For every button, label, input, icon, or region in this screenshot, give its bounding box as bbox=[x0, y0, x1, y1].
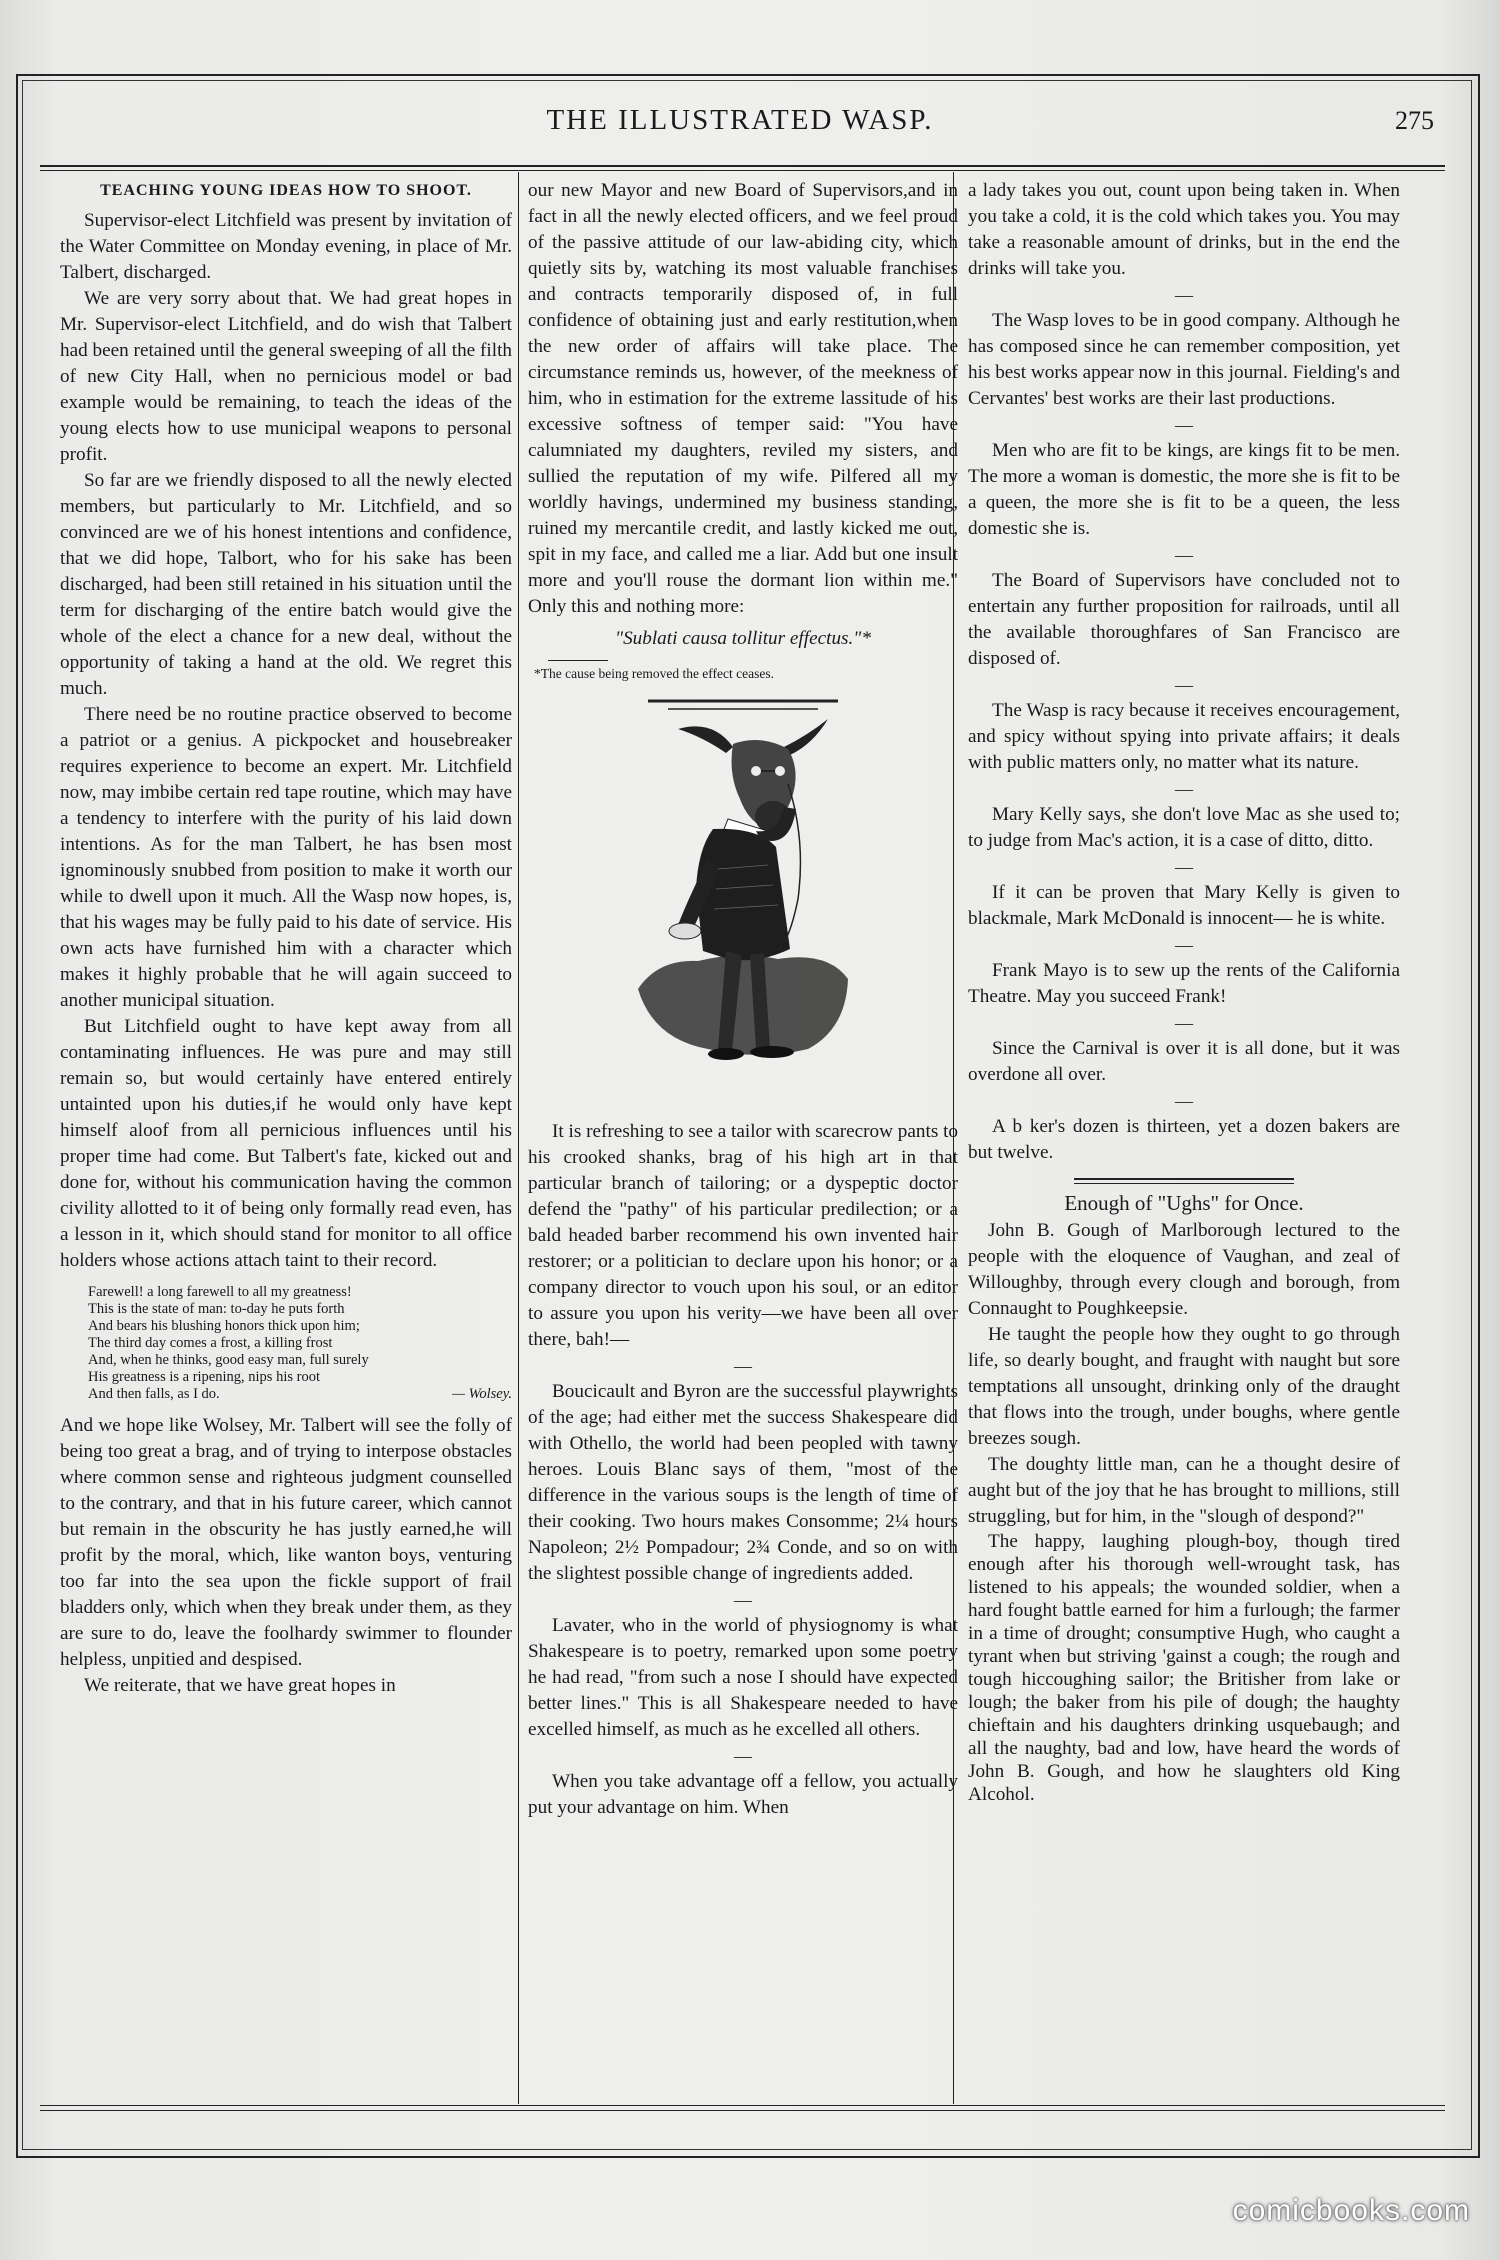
paragraph: John B. Gough of Marlborough lectured to the people with the eloquence of Vaughan, and zeal of Willoughby, through every clough and borough, from Connaught to Poughkeepsie. bbox=[968, 1220, 1400, 1319]
paragraph: There need be no routine practice observed to become a patriot or a genius. A pickpocket and housebreaker requires experience to become an expert. Mr. Litchfield now, may imbibe certain red tape routine, which may have a tendency to interfere with the purity of his laid down intentions. As for the man Talbert, he has bsen most ignominously snubbed from position to make it worth our while to dwell upon it much. All the Wasp now hopes, is, that his wages may be fully paid to his date of service. His own acts have furnished him with a character which makes it highly probable that he will again succeed to another municipal situation. bbox=[60, 704, 512, 1011]
paragraph: When you take advantage off a fellow, you actually put your advantage on him. When bbox=[528, 1771, 958, 1818]
paragraph: We reiterate, that we have great hopes in bbox=[84, 1675, 396, 1696]
separator-dash: — bbox=[734, 1746, 752, 1766]
separator-dash: — bbox=[1175, 285, 1193, 305]
paragraph: Frank Mayo is to sew up the rents of the California Theatre. May you succeed Frank! bbox=[968, 960, 1400, 1007]
paragraph: So far are we friendly disposed to all the newly elected members, but particularly to Mr. Litchfield, and so convinced are we of his honest intentions and confidence, that we did hope, Talbort, who for his sake has been discharged, had been still retained in his situation until the term for discharging of the entire batch would give the whole of the elect a chance for a new deal, without the opportunity of taking a hand at the old. We regret this much. bbox=[60, 470, 512, 699]
separator-dash: — bbox=[734, 1356, 752, 1376]
page-number: 275 bbox=[1395, 106, 1434, 135]
separator-dash: — bbox=[1175, 415, 1193, 435]
footer-rule-thin bbox=[40, 2110, 1445, 2111]
poem-line: And then falls, as I do. bbox=[88, 1386, 220, 1402]
paragraph: The doughty little man, can he a thought desire of aught but of the joy that he has brought to millions, still struggling, but for him, in the "slough of despond?" bbox=[968, 1454, 1400, 1527]
separator-dash: — bbox=[1175, 1091, 1193, 1111]
latin-quote: "Sublati causa tollitur effectus."* bbox=[615, 628, 871, 649]
column-1 bbox=[60, 178, 512, 1699]
paragraph: Lavater, who in the world of physiognomy is what Shakespeare is to poetry, remarked upon some poetry he had read, "from such a nose I should have expected better lines." This is all Shakespeare needed to have excelled himself, as much as he excelled all others. bbox=[528, 1615, 958, 1740]
poem-line: The third day comes a frost, a killing frost bbox=[88, 1335, 333, 1351]
footer-rule bbox=[40, 2105, 1445, 2106]
site-watermark: comicbooks.com bbox=[1232, 2194, 1470, 2227]
poem-line: This is the state of man: to-day he puts forth bbox=[88, 1301, 345, 1317]
column-3 bbox=[968, 178, 1400, 1806]
donkey-illustration bbox=[528, 689, 958, 1109]
paragraph: our new Mayor and new Board of Supervisors,and in fact in all the newly elected officers, and we feel proud of the passive attitude of our law-abiding city, which quietly sits by, watching its most valuable franchises and contracts temporarily disposed of, in full confidence of obtaining just and early restitution,when the new order of affairs will take place. The circumstance reminds us, however, of the meekness of him, who in estimation for the extreme lassitude of his excessive softness of temper said: "You have calumniated my daughters, reviled my sisters, and sullied the reputation of my wife. Pilfered all my worldly havings, undermined my business standing, ruined my mercantile credit, and lastly kicked me out, spit in my face, and called me a liar. Add but one insult more and you'll rouse the dormant lion within me." Only this and nothing more: bbox=[528, 180, 958, 617]
poem-line: His greatness is a ripening, nips his root bbox=[88, 1369, 320, 1385]
paragraph: And we hope like Wolsey, Mr. Talbert will see the folly of being too great a brag, and of trying to interpose obstacles where common sense and righteous judgment counselled to the contrary, and that in his future career, which cannot but remain in the obscurity he has justly earned,he will profit by the moral, which, like wanton boys, venturing too far into the sea upon the fickle support of frail bladders only, which when they break under them, as they are sure to do, leave the foolhardy swimmer to flounder helpless, unpitied and despised. bbox=[60, 1415, 512, 1670]
separator-dash: — bbox=[1175, 935, 1193, 955]
paragraph: The Wasp is racy because it receives encouragement, and spicy without spying into private affairs; it deals with public matters only, no matter what its nature. bbox=[968, 700, 1400, 773]
paragraph: The Wasp loves to be in good company. Although he has composed since he can remember composition, yet his best works appear now in this journal. Fielding's and Cervantes' best works are their last productions. bbox=[968, 310, 1400, 409]
poem-excerpt bbox=[88, 1284, 512, 1403]
paragraph: Supervisor-elect Litchfield was present by invitation of the Water Committee on Monday evening, in place of Mr. Talbert, discharged. bbox=[60, 210, 512, 283]
poem-line: Farewell! a long farewell to all my greatness! bbox=[88, 1284, 352, 1300]
footnote: *The cause being removed the effect ceases. bbox=[534, 666, 775, 681]
footnote-rule bbox=[548, 660, 608, 661]
column-2 bbox=[528, 178, 958, 1821]
article-heading: TEACHING YOUNG IDEAS HOW TO SHOOT. bbox=[100, 182, 472, 199]
poem-attribution: — Wolsey. bbox=[452, 1386, 512, 1402]
paragraph: Men who are fit to be kings, are kings fit to be men. The more a woman is domestic, the more she is fit to be a queen, the more she is fit to be a queen, the less domestic she is. bbox=[968, 440, 1400, 539]
separator-dash: — bbox=[1175, 857, 1193, 877]
paragraph: A b ker's dozen is thirteen, yet a dozen bakers are but twelve. bbox=[968, 1116, 1400, 1163]
header-rule-thin bbox=[40, 170, 1445, 171]
paragraph: If it can be proven that Mary Kelly is given to blackmale, Mark McDonald is innocent— he is white. bbox=[968, 882, 1400, 929]
article-title: Enough of "Ughs" for Once. bbox=[1064, 1191, 1304, 1215]
paragraph: Boucicault and Byron are the successful playwrights of the age; had either met the success Shakespeare did with Othello, the world had been peopled with tawny heroes. Louis Blanc says of them, "most of the difference in the various soups is the length of time of their cooking. Two hours makes Consomme; 2¼ hours Napoleon; 2½ Pompadour; 2¾ Conde, and so on with the slightest possible change of ingredients added. bbox=[528, 1381, 958, 1584]
paragraph: We are very sorry about that. We had great hopes in Mr. Supervisor-elect Litchfield, and do wish that Talbert had been retained until the general sweeping of all the filth of new City Hall, when no pernicious model or bad example would be remaining, to teach the ideas of the young elects how to use municipal weapons to personal profit. bbox=[60, 288, 512, 465]
donkey-caricature-image bbox=[528, 689, 958, 1109]
section-rule bbox=[1074, 1178, 1294, 1184]
paragraph: Mary Kelly says, she don't love Mac as she used to; to judge from Mac's action, it is a case of ditto, ditto. bbox=[968, 804, 1400, 851]
paragraph: The Board of Supervisors have concluded not to entertain any further proposition for railroads, until all the available thoroughfares of San Francisco are disposed of. bbox=[968, 570, 1400, 669]
separator-dash: — bbox=[1175, 779, 1193, 799]
paragraph: But Litchfield ought to have kept away from all contaminating influences. He was pure and may still remain so, but would certainly have entered entirely untainted upon his duties,if he would only have kept himself aloof from all pernicious influences until his proper time had come. But Talbert's fate, kicked out and done for, without his communication having the common civility allotted to it of being only formally read even, has a lesson in it, which should stand for monitor to all office holders whose actions attach taint to their record. bbox=[60, 1016, 512, 1271]
separator-dash: — bbox=[1175, 545, 1193, 565]
poem-line: And, when he thinks, good easy man, full surely bbox=[88, 1352, 369, 1368]
paragraph: Since the Carnival is over it is all done, but it was overdone all over. bbox=[968, 1038, 1400, 1085]
separator-dash: — bbox=[1175, 1013, 1193, 1033]
column-divider bbox=[518, 172, 519, 2104]
article-body bbox=[968, 1218, 1400, 1806]
header-rule bbox=[40, 165, 1445, 167]
separator-dash: — bbox=[1175, 675, 1193, 695]
paragraph: It is refreshing to see a tailor with scarecrow pants to his crooked shanks, brag of his high art in that particular branch of tailoring; or a dyspeptic doctor defend the "pathy" of his particular predilection; or a bald headed barber recommend his own invented hair restorer; or a politician to declare upon his honor; or a company director to vouch upon his soul, or an editor to assure you upon his verity—we have been all over there, bah!— bbox=[528, 1121, 959, 1350]
page-header bbox=[40, 100, 1440, 144]
paragraph: He taught the people how they ought to go through life, so dearly bought, and fraught with naught but sore temptations all unsought, drinking only of the draught that flows into the trough, under boughs, where gentle breezes sough. bbox=[968, 1324, 1400, 1449]
publication-title: THE ILLUSTRATED WASP. bbox=[546, 104, 934, 136]
poem-line: And bears his blushing honors thick upon him; bbox=[88, 1318, 360, 1334]
paragraph: The happy, laughing plough-boy, though tired enough after his thorough well-wrought task, has listened to his appeals; the wounded soldier, when a hard fought battle earned for him a furlough; the farmer in a time of drought; consumptive Hugh, who caught a tyrant when but striving 'gainst a cough; the rough and tough hiccoughing sailor; the Britisher from lake or lough; the baker from his pile of dough; the haughty chieftain and his daughters drinking usquebaugh; and all the naughty, bad and low, have heard the words of John B. Gough, and how he slaughters old King Alcohol. bbox=[968, 1531, 1400, 1805]
separator-dash: — bbox=[734, 1590, 752, 1610]
paragraph: a lady takes you out, count upon being taken in. When you take a cold, it is the cold which takes you. You may take a reasonable amount of drinks, but in the end the drinks will take you. bbox=[968, 180, 1400, 279]
